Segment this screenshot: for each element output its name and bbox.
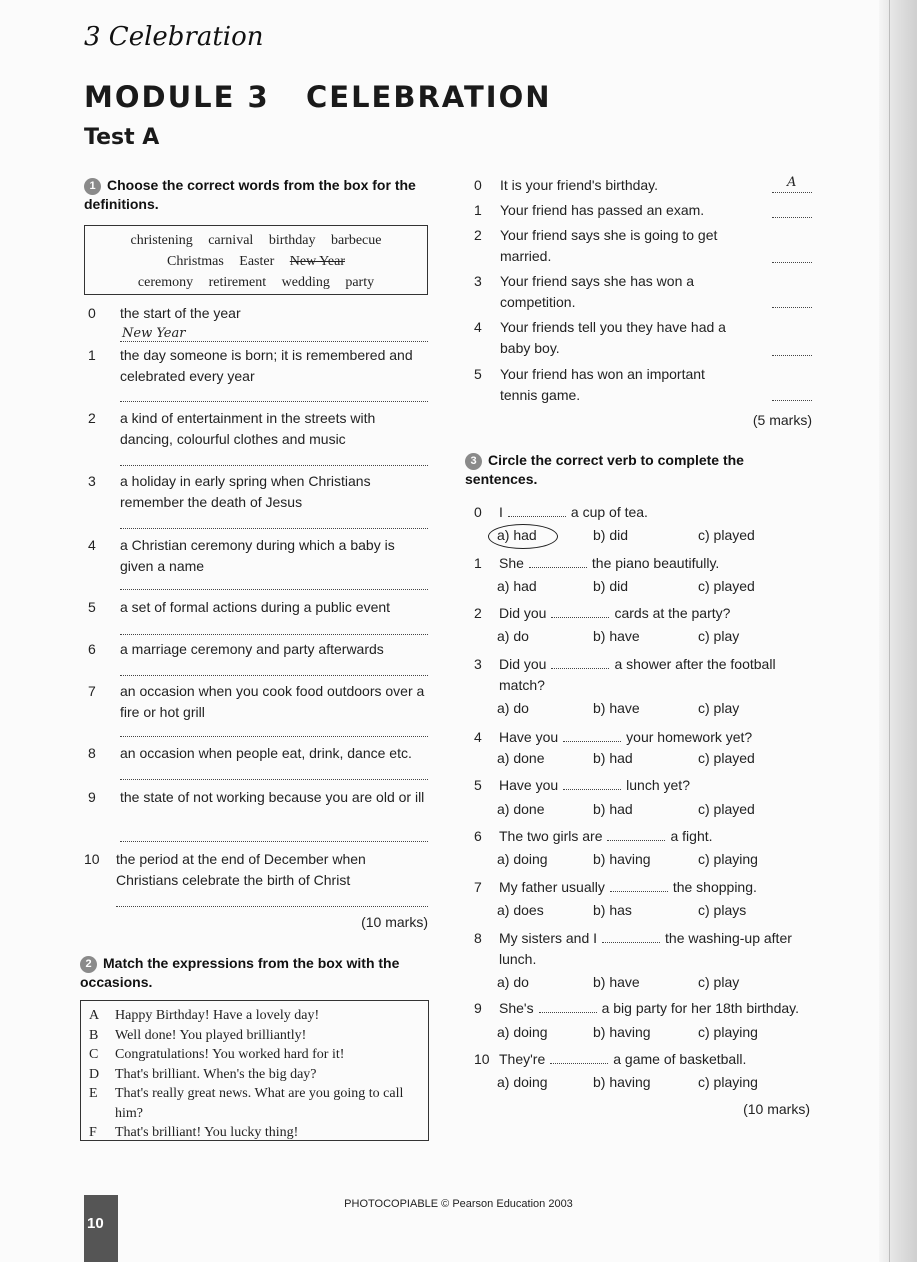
answer-option[interactable]: a) do <box>497 628 529 644</box>
answer-line[interactable] <box>120 841 428 842</box>
expression-letter: C <box>89 1047 99 1062</box>
item-number: 4 <box>88 537 96 553</box>
expression-letter: F <box>89 1125 97 1140</box>
answer-option[interactable]: a) had <box>497 527 537 543</box>
item-number: 4 <box>474 729 482 745</box>
section1-instruction-text: Choose the correct words from the box for the definitions. <box>84 177 416 212</box>
gap-blank[interactable] <box>529 555 587 568</box>
word-box-item: barbecue <box>330 233 382 248</box>
item-number: 9 <box>88 789 96 805</box>
expression-letter: A <box>89 1008 100 1023</box>
item-sentence <box>499 928 812 970</box>
item-text: a set of formal actions during a public event <box>120 599 391 615</box>
handwritten-answer: New Year <box>122 326 186 341</box>
gap-blank[interactable] <box>607 828 665 841</box>
sentence-end: the piano beautifully. <box>591 555 720 571</box>
word-box-item: Easter <box>239 254 275 269</box>
answer-line[interactable] <box>116 906 428 907</box>
section1-word-box <box>84 225 428 295</box>
item-sentence <box>499 654 812 696</box>
sentence-start: Have you <box>499 729 559 745</box>
item-text: a kind of entertainment in the streets with dancing, colourful clothes and music <box>120 410 376 447</box>
sentence-start: Did you <box>499 656 547 672</box>
answer-line[interactable] <box>120 779 428 780</box>
item-text: a marriage ceremony and party afterwards <box>120 641 384 657</box>
answer-line[interactable] <box>120 465 428 466</box>
answer-option[interactable]: c) plays <box>698 902 747 918</box>
answer-line[interactable] <box>772 400 812 401</box>
sentence-end: cards at the party? <box>614 605 731 621</box>
section3-number-badge: 3 <box>465 453 482 470</box>
gap-blank[interactable] <box>550 1051 608 1064</box>
answer-option[interactable]: a) doing <box>497 851 548 867</box>
answer-option[interactable]: a) done <box>497 750 545 766</box>
answer-option[interactable]: a) had <box>497 578 537 594</box>
item-text: the period at the end of December when Christians celebrate the birth of Christ <box>116 851 366 888</box>
gap-blank[interactable] <box>602 930 660 943</box>
answer-option[interactable]: c) playing <box>698 1074 758 1090</box>
item-sentence <box>499 727 812 748</box>
sentence-end: the shopping. <box>672 879 757 895</box>
answer-option[interactable]: c) played <box>698 578 755 594</box>
answer-line[interactable] <box>772 217 812 218</box>
section2-instruction-text: Match the expressions from the box with the occasions. <box>80 955 400 990</box>
answer-line[interactable] <box>120 675 428 676</box>
section3-instruction <box>465 451 810 489</box>
section2-marks: (5 marks) <box>752 412 812 428</box>
gap-blank[interactable] <box>610 879 668 892</box>
expression-text: That's brilliant. When's the big day? <box>115 1066 317 1082</box>
gap-blank[interactable] <box>539 1000 597 1013</box>
handwritten-answer: A <box>787 175 797 190</box>
item-text: Your friend has won an important tennis game. <box>500 366 705 403</box>
answer-option[interactable]: a) do <box>497 974 529 990</box>
item-text: an occasion when people eat, drink, dance etc. <box>120 745 412 761</box>
answer-option[interactable]: c) play <box>698 700 740 716</box>
expression-text: Happy Birthday! Have a lovely day! <box>115 1008 320 1023</box>
item-sentence <box>499 877 812 898</box>
module-title: MODULE 3 CELEBRATION <box>84 80 552 114</box>
expression-letter: E <box>89 1086 98 1101</box>
sentence-start: I <box>499 504 503 520</box>
item-sentence <box>499 998 812 1019</box>
answer-option[interactable]: b) did <box>593 527 629 543</box>
expression-row <box>89 1006 420 1026</box>
sentence-start: She <box>499 555 524 571</box>
answer-option[interactable]: c) played <box>698 750 755 766</box>
circled-answer-mark <box>488 524 558 549</box>
item-text: a Christian ceremony during which a baby is given a name <box>120 537 395 574</box>
sentence-end: lunch yet? <box>626 777 690 793</box>
item-number: 2 <box>88 410 96 426</box>
item-number: 4 <box>474 319 482 335</box>
sentence-start: The two girls are <box>499 828 603 844</box>
sentence-start: Have you <box>499 777 559 793</box>
item-text: the start of the year <box>120 305 241 321</box>
answer-line[interactable] <box>120 736 428 737</box>
sentence-end: a big party for her 18th birthday. <box>601 1000 800 1016</box>
answer-option[interactable]: c) playing <box>698 851 758 867</box>
word-box-item: carnival <box>208 233 254 248</box>
gap-blank[interactable] <box>563 777 621 790</box>
answer-option[interactable]: b) did <box>593 578 629 594</box>
item-sentence <box>499 775 812 796</box>
word-box-item: ceremony <box>137 275 194 290</box>
word-box-item: christening <box>130 233 193 248</box>
item-number: 0 <box>474 504 482 520</box>
section1-number-badge: 1 <box>84 178 101 195</box>
footer-copyright: PHOTOCOPIABLE © Pearson Education 2003 <box>344 1198 573 1210</box>
item-number: 5 <box>88 599 96 615</box>
item-text: Your friend says she has won a competition. <box>500 273 695 310</box>
section3-instruction-text: Circle the correct verb to complete the sentences. <box>465 452 744 487</box>
answer-option[interactable]: b) having <box>593 851 651 867</box>
word-box-item: party <box>345 275 375 290</box>
section2-expression-box <box>80 1000 429 1141</box>
expression-letter: D <box>89 1066 100 1082</box>
page-edge-line <box>889 0 890 1262</box>
answer-line[interactable] <box>772 262 812 263</box>
item-number: 5 <box>474 777 482 793</box>
answer-option[interactable]: b) had <box>593 801 633 817</box>
sentence-start: My sisters and I <box>499 930 598 946</box>
item-number: 3 <box>474 273 482 289</box>
answer-option[interactable]: c) playing <box>698 1024 758 1040</box>
expression-row <box>89 1045 420 1065</box>
item-text: It is your friend's birthday. <box>500 177 659 193</box>
item-number: 0 <box>474 177 482 193</box>
item-number: 8 <box>474 930 482 946</box>
answer-line[interactable] <box>772 355 812 356</box>
item-number: 0 <box>88 305 96 321</box>
item-text: the day someone is born; it is remembered and celebrated every year <box>120 347 413 384</box>
item-number: 1 <box>474 555 482 571</box>
item-number: 7 <box>474 879 482 895</box>
sentence-start: She's <box>499 1000 534 1016</box>
item-number: 3 <box>474 656 482 672</box>
item-sentence <box>499 553 812 574</box>
expression-text: That's really great news. What are you going to call him? <box>115 1086 404 1121</box>
test-title: Test A <box>84 125 160 150</box>
sentence-end: your homework yet? <box>626 729 753 745</box>
item-number: 10 <box>84 851 100 867</box>
word-box-item-crossed: New Year <box>289 254 345 269</box>
item-sentence <box>499 826 812 847</box>
answer-option[interactable]: b) having <box>593 1074 651 1090</box>
word-box-item: Christmas <box>167 254 224 269</box>
answer-option[interactable]: b) has <box>593 902 632 918</box>
gap-blank[interactable] <box>508 504 566 517</box>
expression-text: Congratulations! You worked hard for it! <box>115 1047 345 1062</box>
sentence-end: a game of basketball. <box>613 1051 747 1067</box>
answer-line[interactable] <box>120 341 428 342</box>
item-text: Your friend has passed an exam. <box>500 202 705 218</box>
sentence-start: Did you <box>499 605 547 621</box>
item-text: Your friend says she is going to get married. <box>500 227 718 264</box>
expression-row <box>89 1026 420 1046</box>
item-text: an occasion when you cook food outdoors over a fire or hot grill <box>120 683 425 720</box>
item-text: a holiday in early spring when Christians remember the death of Jesus <box>120 473 371 510</box>
answer-line[interactable] <box>772 307 812 308</box>
gap-blank[interactable] <box>551 605 609 618</box>
item-number: 9 <box>474 1000 482 1016</box>
sentence-start: My father usually <box>499 879 605 895</box>
sentence-end: a shower after the football match? <box>499 656 776 693</box>
gap-blank[interactable] <box>551 656 609 669</box>
word-box-item: birthday <box>268 233 316 248</box>
sentence-end: a fight. <box>670 828 713 844</box>
item-sentence <box>499 1049 812 1070</box>
item-number: 1 <box>474 202 482 218</box>
word-box-item: wedding <box>281 275 330 290</box>
expression-text: Well done! You played brilliantly! <box>115 1027 307 1043</box>
expression-row <box>89 1123 420 1143</box>
expression-letter: B <box>89 1027 99 1043</box>
sentence-end: a cup of tea. <box>570 504 648 520</box>
word-box-item: retirement <box>208 275 267 290</box>
section1-instruction <box>84 176 429 214</box>
answer-line[interactable] <box>120 528 428 529</box>
expression-text: That's brilliant! You lucky thing! <box>115 1125 299 1140</box>
section2-instruction <box>80 954 430 992</box>
item-text: Your friends tell you they have had a baby boy. <box>500 319 726 356</box>
item-number: 7 <box>88 683 96 699</box>
answer-option[interactable]: b) have <box>593 974 640 990</box>
handwritten-title: 3 Celebration <box>84 22 264 52</box>
gap-blank[interactable] <box>563 729 621 742</box>
answer-option[interactable]: a) done <box>497 801 545 817</box>
item-sentence <box>499 603 812 624</box>
item-number: 6 <box>474 828 482 844</box>
section1-marks: (10 marks) <box>361 914 428 930</box>
answer-option[interactable]: b) have <box>593 628 640 644</box>
answer-option[interactable]: c) played <box>698 527 755 543</box>
sentence-end: the washing-up after lunch. <box>499 930 792 967</box>
item-number: 6 <box>88 641 96 657</box>
answer-option[interactable]: a) do <box>497 700 529 716</box>
item-text: the state of not working because you are old or ill <box>120 789 425 805</box>
item-number: 5 <box>474 366 482 382</box>
answer-line[interactable] <box>120 589 428 590</box>
page-edge-shadow <box>879 0 917 1262</box>
section2-number-badge: 2 <box>80 956 97 973</box>
item-number: 2 <box>474 605 482 621</box>
answer-option[interactable]: c) play <box>698 628 740 644</box>
section3-marks: (10 marks) <box>743 1101 810 1117</box>
item-number: 2 <box>474 227 482 243</box>
sentence-start: They're <box>499 1051 546 1067</box>
answer-option[interactable]: a) doing <box>497 1074 548 1090</box>
answer-option[interactable]: a) does <box>497 902 544 918</box>
answer-option[interactable]: c) played <box>698 801 755 817</box>
answer-option[interactable]: b) had <box>593 750 633 766</box>
expression-row <box>89 1084 420 1123</box>
answer-line[interactable] <box>120 401 428 402</box>
answer-option[interactable]: c) play <box>698 974 740 990</box>
item-number: 8 <box>88 745 96 761</box>
answer-option[interactable]: b) having <box>593 1024 651 1040</box>
item-number: 3 <box>88 473 96 489</box>
page-number-tab <box>84 1195 118 1262</box>
item-number: 10 <box>474 1051 490 1067</box>
answer-option[interactable]: a) doing <box>497 1024 548 1040</box>
answer-option[interactable]: b) have <box>593 700 640 716</box>
item-number: 1 <box>88 347 96 363</box>
expression-row <box>89 1065 420 1085</box>
page-number: 10 <box>87 1215 104 1232</box>
item-sentence <box>499 502 812 523</box>
answer-line[interactable] <box>120 634 428 635</box>
